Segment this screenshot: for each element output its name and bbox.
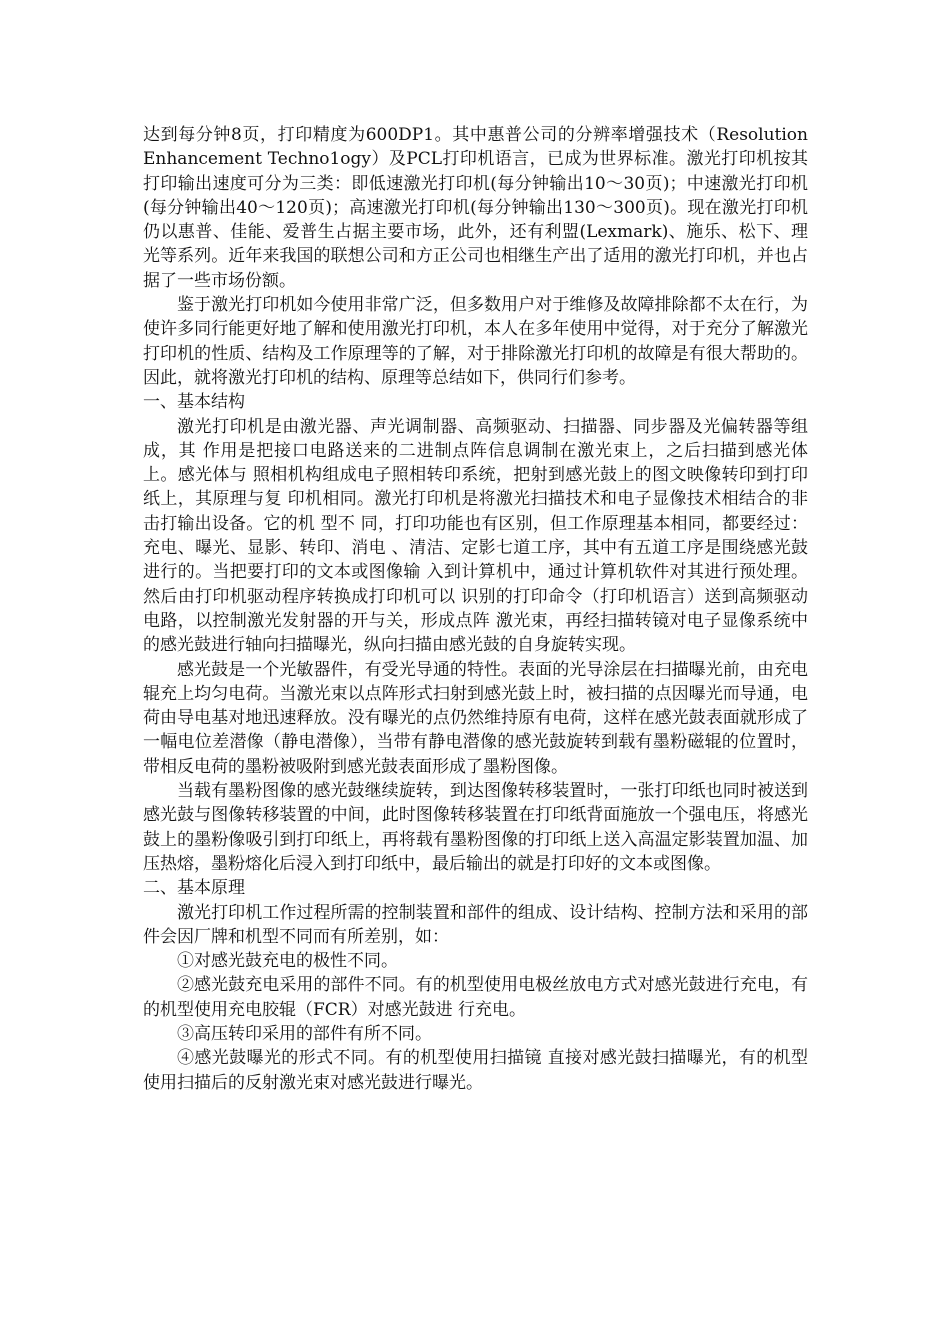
intro-paragraph: 达到每分钟8页，打印精度为600DP1。其中惠普公司的分辨率增强技术（Resolution Enhancement Techno1ogy）及PCL打印机语言，已成为世界标准。激光打印机按其打印输出速度可分为三类：即低速激光打印机(每分钟输出10～30页)；中速激光打印机(每分钟输出40～120页)；高速激光打印机(每分钟输出130～300页)。现在激光打印机仍以惠普、佳能、爱普生占据主要市场，此外，还有利盟(Lexmark)、施乐、松下、理光等系列。近年来我国的联想公司和方正公司也相继生产出了适用的激光打印机，并也占据了一些市场份额。 (143, 125, 808, 291)
section-heading-structure: 一、基本结构 (143, 392, 245, 413)
preface-paragraph: 鉴于激光打印机如今使用非常广泛，但多数用户对于维修及故障排除都不太在行，为使许多同行能更好地了解和使用激光打印机，本人在多年使用中觉得，对于充分了解激光打印机的性质、结构及工作原理等的了解，对于排除激光打印机的故障是有很大帮助的。因此，就将激光打印机的结构、原理等总结如下，供同行们参考。 (143, 295, 808, 388)
document-page (143, 123, 808, 1095)
principle-paragraph: 激光打印机工作过程所需的控制装置和部件的组成、设计结构、控制方法和采用的部件会因厂牌和机型不同而有所差别，如： (143, 902, 808, 947)
list-item: ④感光鼓曝光的形式不同。有的机型使用扫描镜 直接对感光鼓扫描曝光，有的机型使用扫描后的反射激光束对感光鼓进行曝光。 (143, 1048, 808, 1093)
transfer-paragraph: 当载有墨粉图像的感光鼓继续旋转，到达图像转移装置时，一张打印纸也同时被送到感光鼓与图像转移装置的中间，此时图像转移装置在打印纸背面施放一个强电压，将感光鼓上的墨粉像吸引到打印纸上，再将载有墨粉图像的打印纸上送入高温定影装置加温、加压热熔，墨粉熔化后浸入到打印纸中，最后输出的就是打印好的文本或图像。 (143, 781, 808, 874)
list-item: ①对感光鼓充电的极性不同。 (177, 951, 398, 972)
list-item: ③高压转印采用的部件有所不同。 (177, 1023, 432, 1044)
drum-paragraph: 感光鼓是一个光敏器件，有受光导通的特性。表面的光导涂层在扫描曝光前，由充电辊充上均匀电荷。当激光束以点阵形式扫射到感光鼓上时，被扫描的点因曝光而导通，电荷由导电基对地迅速释放。没有曝光的点仍然维持原有电荷，这样在感光鼓表面就形成了一幅电位差潜像（静电潜像），当带有静电潜像的感光鼓旋转到载有墨粉磁辊的位置时，带相反电荷的墨粉被吸附到感光鼓表面形成了墨粉图像。 (143, 659, 808, 777)
structure-paragraph: 激光打印机是由激光器、声光调制器、高频驱动、扫描器、同步器及光偏转器等组成，其 作用是把接口电路送来的二进制点阵信息调制在激光束上，之后扫描到感光体上。感光体与 照相机构组成电子照相转印系统，把射到感光鼓上的图文映像转印到打印纸上，其原理与复 印机相同。激光打印机是将激光扫描技术和电子显像技术相结合的非击打输出设备。它的机 型不 同，打印功能也有区别，但工作原理基本相同，都要经过：充电、曝光、显影、转印、消电 、清洁、定影七道工序，其中有五道工序是围绕感光鼓进行的。当把要打印的文本或图像输 入到计算机中，通过计算机软件对其进行预处理。然后由打印机驱动程序转换成打印机可以 识别的打印命令（打印机语言）送到高频驱动电路，以控制激光发射器的开与关，形成点阵 激光束，再经扫描转镜对电子显像系统中的感光鼓进行轴向扫描曝光，纵向扫描由感光鼓的自身旋转实现。 (143, 416, 808, 656)
section-heading-principle: 二、基本原理 (143, 878, 245, 899)
list-item: ②感光鼓充电采用的部件不同。有的机型使用电极丝放电方式对感光鼓进行充电，有的机型使用充电胶辊（FCR）对感光鼓进 行充电。 (143, 975, 808, 1020)
